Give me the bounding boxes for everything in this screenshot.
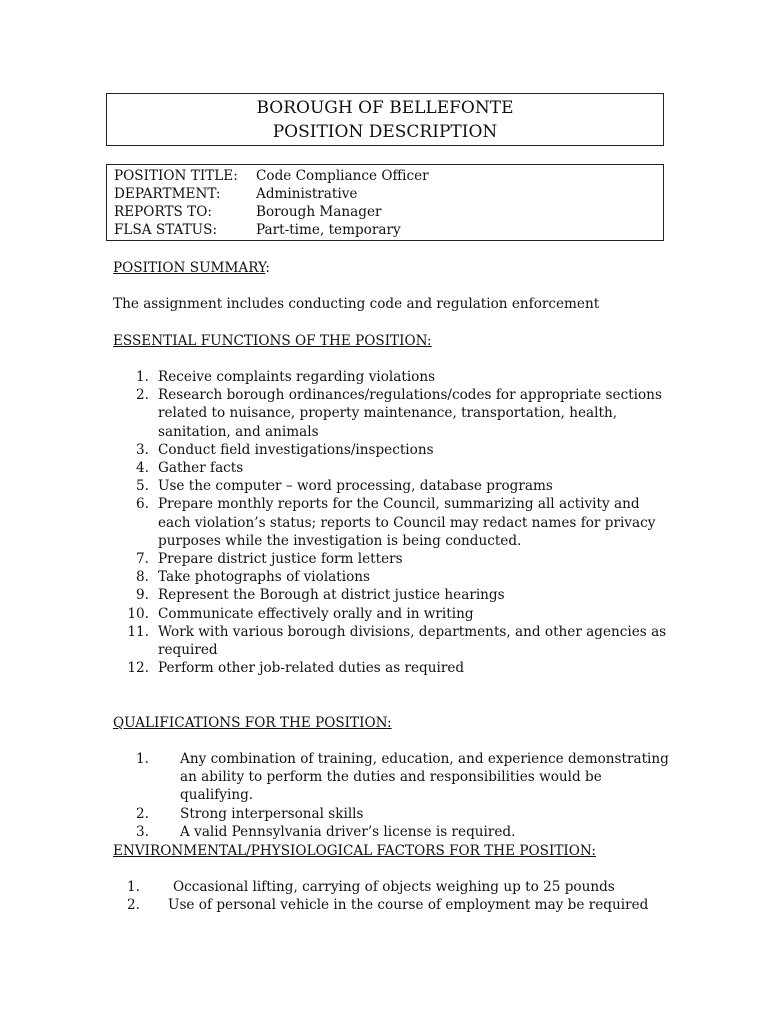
list-text: Research borough ordinances/regulations/codes for appropriate sections related to nuisance, property maintenance, transportation, health, sanitation, and animals [158,387,662,440]
list-text: Work with various borough divisions, departments, and other agencies as required [158,623,667,659]
list-item [113,550,673,568]
summary-heading-line [113,259,270,277]
list-item [113,495,673,550]
summary-heading: POSITION SUMMARY [113,260,266,276]
list-item [113,750,673,805]
list-number: 7. [136,551,149,568]
info-value: Part-time, temporary [256,222,401,238]
list-number: 2. [136,387,149,404]
list-number: 11. [127,623,149,640]
list-number: 9. [136,587,149,604]
list-item [113,623,673,659]
info-value: Administrative [256,186,358,202]
list-item [113,605,673,623]
qualifications-list [113,750,673,841]
list-text: Use of personal vehicle in the course of employment may be required [168,897,649,914]
list-number: 3. [136,823,149,840]
list-item [113,368,673,386]
summary-text: The assignment includes conducting code and regulation enforcement [113,296,600,312]
list-item [113,441,673,459]
list-text: Prepare district justice form letters [158,551,403,568]
essential-functions-list [113,368,673,677]
list-number: 3. [136,441,149,458]
list-item [113,805,673,823]
list-number: 2. [136,805,149,822]
qualifications-heading: QUALIFICATIONS FOR THE POSITION: [113,715,392,731]
list-item [113,477,673,495]
essential-functions-heading: ESSENTIAL FUNCTIONS OF THE POSITION: [113,333,432,349]
list-text: Prepare monthly reports for the Council, summarizing all activity and each violation’s status; reports to Council may redact names for privacy purposes while the investigation is being conducted. [158,496,656,549]
list-text: Occasional lifting, carrying of objects weighing up to 25 pounds [173,879,615,895]
list-item [113,659,673,677]
list-number: 2. [127,897,140,914]
info-value: Borough Manager [256,204,382,220]
summary-colon: : [265,260,270,276]
list-text: Take photographs of violations [158,569,370,586]
position-info-box [106,164,664,241]
environmental-list [113,878,673,914]
list-item [113,386,673,441]
list-item [113,459,673,477]
list-number: 12. [127,660,149,677]
document-title-line2: POSITION DESCRIPTION [272,122,498,142]
list-text: Gather facts [158,460,244,477]
list-number: 1. [136,751,149,767]
list-text: Strong interpersonal skills [180,805,364,822]
list-text: Conduct field investigations/inspections [158,441,434,458]
info-label: FLSA STATUS: [114,222,218,238]
list-number: 6. [136,496,149,513]
info-label: DEPARTMENT: [114,186,221,202]
info-label: POSITION TITLE: [114,168,238,184]
list-number: 4. [136,460,149,477]
info-value: Code Compliance Officer [256,168,429,184]
list-item [113,823,673,841]
list-text: Receive complaints regarding violations [158,369,436,385]
list-number: 5. [136,478,149,495]
list-text: Any combination of training, education, and experience demonstrating an ability to perform the duties and responsibilities would be qualifying. [180,751,669,804]
list-text: Perform other job-related duties as required [158,660,465,677]
list-text: Communicate effectively orally and in writing [158,605,474,622]
list-text: Represent the Borough at district justice hearings [158,587,505,604]
list-number: 1. [127,879,140,895]
list-text: A valid Pennsylvania driver’s license is required. [180,823,516,840]
document-title-line1: BOROUGH OF BELLEFONTE [256,98,514,118]
list-number: 1. [136,369,149,385]
info-label: REPORTS TO: [114,204,212,220]
list-number: 8. [136,569,149,586]
list-text: Use the computer – word processing, database programs [158,478,553,495]
list-number: 10. [127,605,149,622]
list-item [113,568,673,586]
environmental-heading: ENVIRONMENTAL/PHYSIOLOGICAL FACTORS FOR THE POSITION: [113,843,596,859]
list-item [113,586,673,604]
document-title-box [106,93,664,146]
list-item [113,896,673,914]
list-item [113,878,673,896]
